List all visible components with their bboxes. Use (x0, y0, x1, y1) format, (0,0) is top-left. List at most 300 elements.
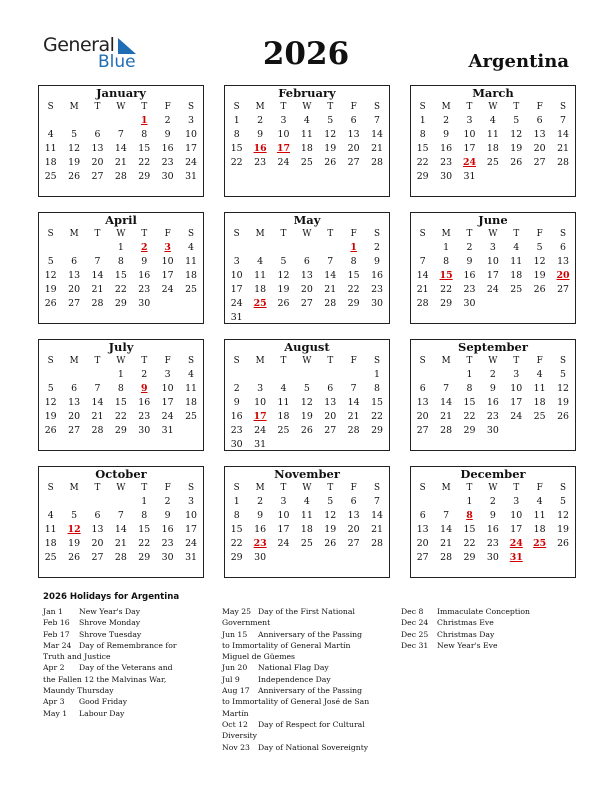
empty-day (528, 551, 551, 565)
day: 1 (141, 496, 148, 507)
day: 7 (117, 129, 124, 140)
month-february (224, 85, 390, 197)
empty-day (39, 495, 62, 509)
day: 10 (161, 383, 174, 394)
month-grid (225, 100, 389, 170)
day: 16 (161, 524, 174, 535)
day: 4 (489, 115, 496, 126)
month-title: February (278, 86, 336, 100)
week-row (225, 114, 389, 128)
weekday-label: T (141, 102, 148, 112)
weekday-label: F (164, 483, 171, 493)
day: 9 (257, 129, 264, 140)
holiday-day: 2 (140, 242, 148, 253)
week-row (39, 495, 203, 509)
weekday-label: M (69, 483, 79, 493)
empty-day (295, 241, 318, 255)
day: 23 (161, 538, 174, 549)
empty-day (86, 368, 109, 382)
day: 11 (277, 397, 290, 408)
day: 19 (68, 538, 81, 549)
day: 3 (233, 256, 240, 267)
day: 13 (68, 397, 81, 408)
day: 5 (280, 256, 287, 267)
day: 5 (303, 383, 310, 394)
day: 21 (557, 143, 569, 154)
week-row (225, 368, 389, 382)
holiday-item (43, 662, 183, 696)
day: 27 (533, 157, 546, 168)
month-grid (225, 354, 389, 452)
holiday-name: Independence Day (258, 674, 331, 684)
week-row (411, 297, 575, 311)
day: 1 (233, 115, 240, 126)
day: 11 (533, 510, 546, 521)
weekday-label: W (488, 102, 498, 112)
day: 17 (161, 270, 174, 281)
day: 4 (47, 510, 54, 521)
weekday-label: S (560, 229, 567, 239)
day: 21 (371, 524, 383, 535)
holiday-name: Labour Day (79, 708, 125, 718)
day: 17 (510, 397, 523, 408)
day: 21 (114, 538, 127, 549)
month-october (38, 466, 204, 578)
holiday-item (222, 674, 372, 685)
day: 25 (44, 171, 57, 182)
week-row (39, 396, 203, 410)
empty-day (179, 297, 202, 311)
day: 29 (463, 425, 476, 436)
day: 10 (185, 129, 197, 140)
weekday-header (411, 354, 575, 368)
day: 20 (68, 411, 81, 422)
day: 16 (230, 411, 243, 422)
day: 13 (68, 270, 81, 281)
day: 9 (466, 256, 473, 267)
weekday-header (39, 227, 203, 241)
day: 21 (91, 411, 104, 422)
week-row (39, 523, 203, 537)
day: 28 (371, 157, 383, 168)
day: 22 (416, 157, 429, 168)
day: 16 (138, 397, 151, 408)
day: 26 (300, 425, 313, 436)
weekday-header (411, 481, 575, 495)
holiday-day: 12 (67, 524, 81, 535)
day: 26 (324, 538, 337, 549)
holiday-name: Christmas Eve (437, 618, 494, 628)
month-november (224, 466, 390, 578)
day: 7 (350, 383, 357, 394)
day: 10 (254, 397, 267, 408)
day: 27 (91, 171, 104, 182)
day: 20 (347, 143, 360, 154)
weekday-label: T (280, 102, 287, 112)
day: 25 (486, 157, 499, 168)
day: 28 (440, 425, 453, 436)
day: 21 (416, 284, 429, 295)
empty-day (272, 438, 295, 452)
weekday-label: W (302, 356, 312, 366)
holiday-item (43, 606, 183, 617)
day: 21 (347, 411, 360, 422)
day: 10 (510, 510, 523, 521)
weekday-header (225, 354, 389, 368)
week-row (39, 170, 203, 184)
weekday-label: W (116, 229, 126, 239)
day: 8 (141, 129, 148, 140)
week-row (411, 255, 575, 269)
day: 31 (463, 171, 476, 182)
day: 21 (324, 284, 337, 295)
day: 22 (114, 411, 127, 422)
month-march (410, 85, 576, 197)
day: 3 (489, 242, 496, 253)
day: 15 (230, 524, 243, 535)
day: 3 (466, 115, 473, 126)
empty-day (365, 438, 388, 452)
day: 22 (463, 411, 476, 422)
weekday-label: T (466, 102, 473, 112)
day: 11 (510, 256, 523, 267)
day: 10 (230, 270, 243, 281)
empty-day (86, 241, 109, 255)
weekday-label: F (164, 356, 171, 366)
weekday-label: T (327, 356, 334, 366)
empty-day (434, 495, 457, 509)
month-title: April (105, 213, 137, 227)
weekday-label: T (94, 102, 101, 112)
weekday-label: S (233, 356, 240, 366)
weekday-label: S (560, 356, 567, 366)
week-row (411, 114, 575, 128)
week-row (411, 128, 575, 142)
weekday-label: T (141, 483, 148, 493)
day: 16 (138, 270, 151, 281)
day: 8 (419, 129, 426, 140)
day: 26 (324, 157, 337, 168)
holiday-name: Day of Remembrance for Truth and Justice (43, 640, 177, 662)
weekday-label: W (488, 229, 498, 239)
weekday-label: S (374, 356, 381, 366)
holiday-name: Day of the First National Government (222, 607, 355, 628)
week-row (39, 551, 203, 565)
day: 20 (416, 411, 429, 422)
holiday-day: 3 (164, 242, 171, 253)
empty-day (319, 551, 342, 565)
day: 14 (557, 129, 569, 140)
holiday-date: Aug 17 (222, 686, 250, 696)
holiday-date: Jan 1 (43, 607, 63, 616)
day: 4 (280, 383, 287, 394)
week-row (225, 396, 389, 410)
month-august (224, 339, 390, 451)
day: 6 (303, 256, 310, 267)
day: 20 (91, 538, 104, 549)
day: 6 (350, 115, 357, 126)
day: 14 (371, 510, 383, 521)
day: 30 (138, 298, 151, 309)
weekday-label: T (327, 229, 334, 239)
day: 14 (416, 270, 429, 281)
day: 8 (117, 383, 124, 394)
holiday-date: Jun 15 (222, 629, 248, 639)
day: 26 (557, 411, 569, 422)
weekday-label: S (47, 356, 54, 366)
day: 17 (277, 524, 290, 535)
day: 17 (463, 143, 476, 154)
weekday-label: F (350, 356, 357, 366)
day: 28 (91, 298, 104, 309)
day: 26 (557, 538, 569, 549)
holiday-date: Feb 16 (43, 618, 70, 628)
day: 10 (463, 129, 476, 140)
holiday-day: 1 (350, 242, 357, 253)
holiday-item (43, 696, 183, 707)
week-row (39, 269, 203, 283)
month-grid (225, 227, 389, 325)
week-row (39, 283, 203, 297)
day: 29 (138, 552, 151, 563)
empty-day (342, 438, 365, 452)
day: 23 (440, 157, 453, 168)
month-title: August (284, 340, 330, 354)
weekday-label: T (466, 229, 473, 239)
week-row (225, 410, 389, 424)
holiday-day: 17 (276, 143, 290, 154)
day: 3 (280, 496, 287, 507)
empty-day (179, 424, 202, 438)
day: 14 (347, 397, 360, 408)
day: 8 (233, 510, 240, 521)
weekday-label: S (419, 229, 426, 239)
day: 2 (257, 115, 264, 126)
holidays-title: 2026 Holidays for Argentina (43, 592, 180, 602)
day: 5 (536, 242, 543, 253)
week-row (39, 114, 203, 128)
day: 28 (347, 425, 360, 436)
empty-day (62, 495, 85, 509)
day: 1 (117, 369, 124, 380)
weekday-header (411, 227, 575, 241)
day: 19 (277, 284, 290, 295)
weekday-label: S (188, 356, 195, 366)
day: 16 (486, 524, 499, 535)
day: 12 (533, 256, 546, 267)
holiday-day: 31 (509, 552, 523, 563)
day: 21 (440, 538, 453, 549)
day: 27 (324, 425, 337, 436)
week-row (39, 382, 203, 396)
day: 19 (557, 524, 569, 535)
empty-day (411, 495, 434, 509)
weekday-label: F (164, 102, 171, 112)
weekday-label: F (164, 229, 171, 239)
day: 26 (510, 157, 523, 168)
day: 17 (161, 397, 174, 408)
weekday-label: F (350, 483, 357, 493)
day: 29 (463, 552, 476, 563)
week-row (225, 382, 389, 396)
day: 6 (94, 129, 101, 140)
month-april (38, 212, 204, 324)
day: 6 (71, 383, 78, 394)
day: 15 (371, 397, 383, 408)
day: 30 (254, 552, 267, 563)
week-row (39, 509, 203, 523)
empty-day (109, 114, 132, 128)
holiday-day: 17 (253, 411, 267, 422)
holiday-item (222, 606, 372, 629)
weekday-label: F (536, 483, 543, 493)
holiday-date: May 25 (222, 607, 252, 616)
weekday-label: W (116, 483, 126, 493)
day: 30 (138, 425, 151, 436)
day: 21 (371, 143, 383, 154)
day: 27 (416, 425, 429, 436)
weekday-label: S (560, 483, 567, 493)
day: 6 (327, 383, 334, 394)
day: 26 (44, 298, 57, 309)
day: 9 (233, 397, 240, 408)
day: 24 (277, 538, 290, 549)
day: 10 (185, 510, 197, 521)
weekday-label: F (350, 229, 357, 239)
day: 22 (138, 157, 151, 168)
holiday-name: Shrove Tuesday (79, 629, 142, 639)
day: 12 (510, 129, 523, 140)
day: 17 (185, 143, 197, 154)
day: 28 (114, 552, 127, 563)
holiday-day: 20 (556, 270, 570, 281)
day: 2 (443, 115, 450, 126)
empty-day (551, 297, 574, 311)
empty-day (295, 438, 318, 452)
day: 3 (188, 496, 195, 507)
week-row (225, 142, 389, 156)
day: 3 (280, 115, 287, 126)
day: 6 (419, 510, 426, 521)
day: 30 (161, 171, 174, 182)
holiday-day: 24 (509, 538, 523, 549)
day: 10 (486, 256, 499, 267)
day: 4 (513, 242, 520, 253)
day: 4 (536, 369, 543, 380)
day: 12 (277, 270, 290, 281)
day: 19 (510, 143, 523, 154)
weekday-label: T (141, 356, 148, 366)
holiday-day: 15 (439, 270, 453, 281)
holiday-name: Day of National Sovereignty (258, 742, 369, 752)
day: 18 (254, 284, 267, 295)
day: 25 (510, 284, 523, 295)
weekday-header (225, 100, 389, 114)
holiday-name: Christmas Day (437, 629, 495, 639)
day: 20 (91, 157, 104, 168)
day: 22 (138, 538, 151, 549)
day: 28 (371, 538, 383, 549)
week-row (225, 537, 389, 551)
empty-day (272, 551, 295, 565)
empty-day (225, 241, 248, 255)
empty-day (225, 368, 248, 382)
day: 2 (489, 496, 496, 507)
day: 19 (44, 411, 57, 422)
day: 16 (371, 270, 383, 281)
day: 24 (185, 538, 197, 549)
holiday-day: 23 (253, 538, 267, 549)
holiday-day: 25 (533, 538, 547, 549)
month-title: July (108, 340, 134, 354)
month-january (38, 85, 204, 197)
day: 25 (533, 411, 546, 422)
day: 25 (277, 425, 290, 436)
day: 8 (233, 129, 240, 140)
week-row (39, 142, 203, 156)
empty-day (342, 311, 365, 325)
week-row (39, 368, 203, 382)
weekday-label: M (69, 229, 79, 239)
day: 2 (233, 383, 240, 394)
day: 18 (300, 524, 313, 535)
weekday-label: M (255, 102, 265, 112)
weekday-label: F (536, 102, 543, 112)
day: 29 (114, 425, 127, 436)
day: 29 (230, 552, 243, 563)
day: 4 (188, 369, 195, 380)
weekday-label: T (327, 483, 334, 493)
weekday-label: S (188, 229, 195, 239)
month-title: October (95, 467, 147, 481)
day: 22 (347, 284, 360, 295)
day: 15 (230, 143, 243, 154)
week-row (411, 396, 575, 410)
day: 28 (324, 298, 337, 309)
day: 16 (161, 143, 174, 154)
weekday-label: T (280, 483, 287, 493)
day: 21 (440, 411, 453, 422)
holiday-item (401, 617, 561, 628)
day: 6 (94, 510, 101, 521)
day: 24 (277, 157, 290, 168)
day: 31 (161, 425, 174, 436)
weekday-label: T (280, 229, 287, 239)
empty-day (319, 438, 342, 452)
holiday-day: 24 (462, 157, 476, 168)
day: 25 (185, 284, 197, 295)
holiday-name: Anniversary of the Passing to Immortality of General Martín Miguel de Güemes (222, 629, 363, 662)
day: 9 (164, 129, 171, 140)
day: 13 (533, 129, 546, 140)
holiday-name: Day of Respect for Cultural Diversity (222, 719, 365, 741)
logo-general-text: General (43, 34, 115, 56)
day: 17 (510, 524, 523, 535)
week-row (225, 523, 389, 537)
week-row (411, 410, 575, 424)
holiday-date: Mar 24 (43, 640, 72, 650)
day: 23 (486, 411, 499, 422)
month-grid (411, 354, 575, 438)
weekday-label: T (466, 483, 473, 493)
empty-day (505, 424, 528, 438)
day: 29 (440, 298, 453, 309)
day: 1 (233, 496, 240, 507)
empty-day (528, 297, 551, 311)
empty-day (319, 311, 342, 325)
day: 3 (164, 369, 171, 380)
day: 28 (557, 157, 569, 168)
